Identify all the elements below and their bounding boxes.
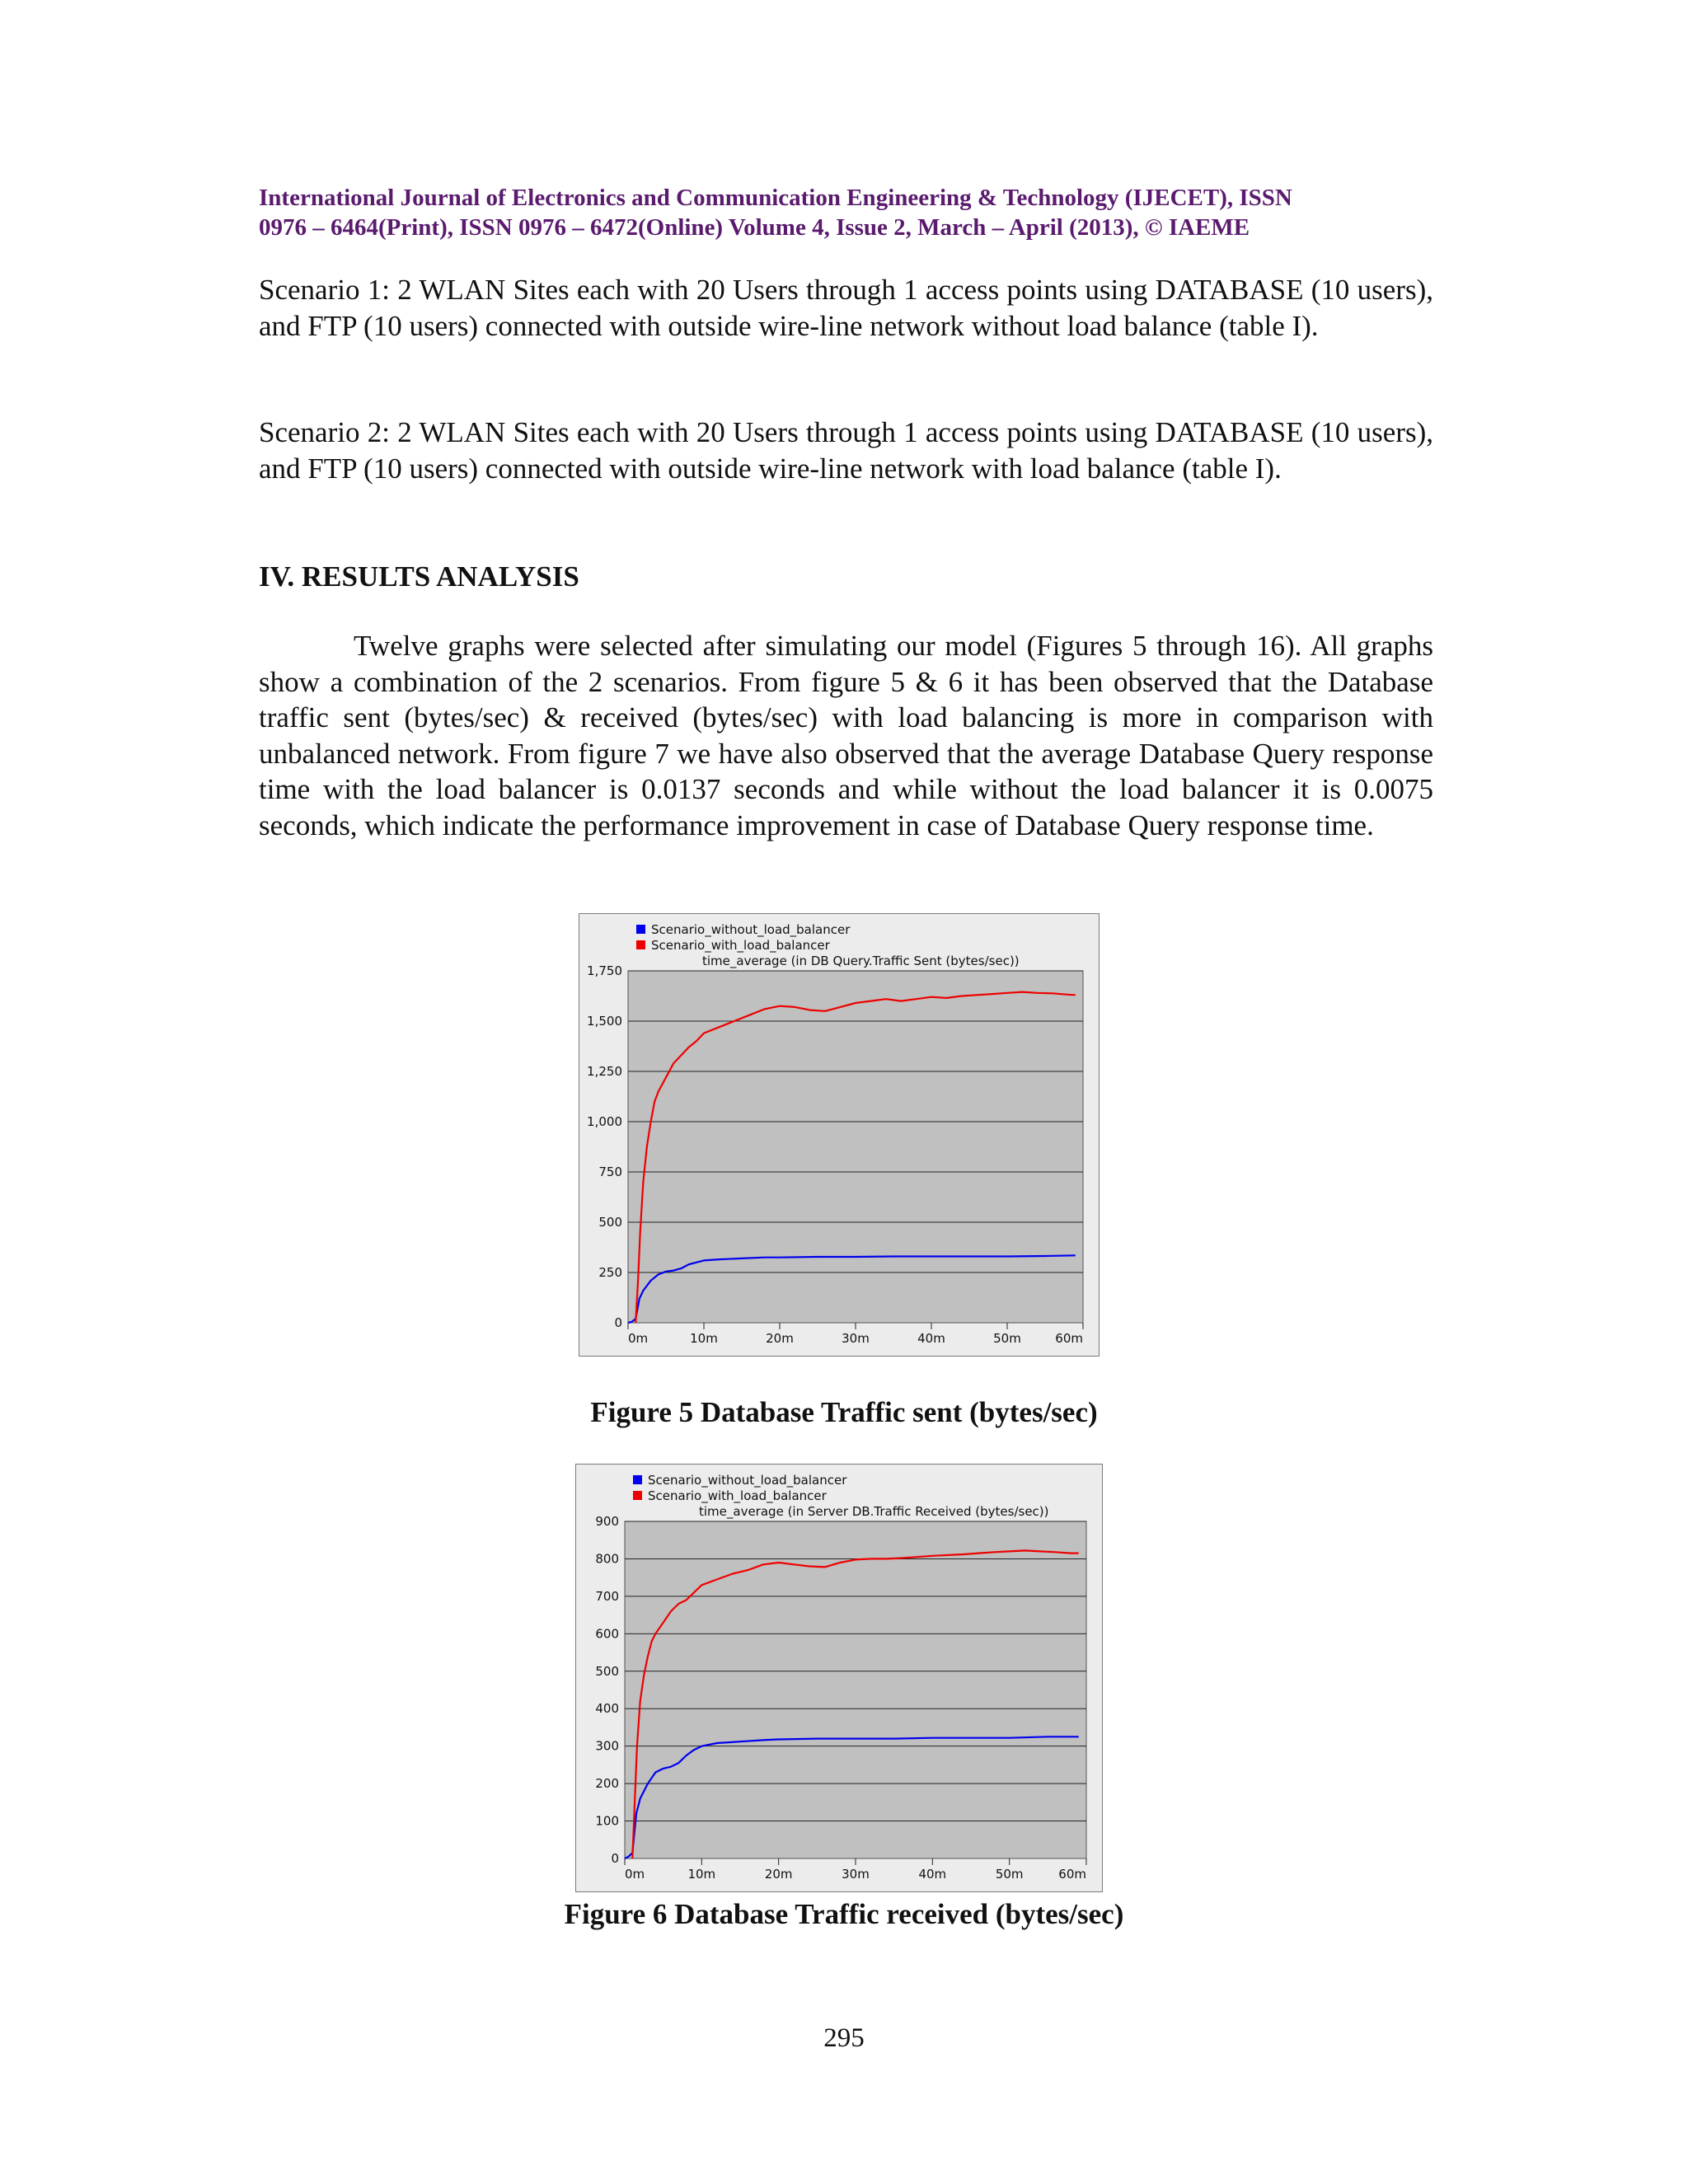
chart-1-y-tick-label: 400 xyxy=(595,1701,619,1717)
chart-1-y-tick-label: 800 xyxy=(595,1551,619,1567)
chart-1-y-tick-label: 300 xyxy=(595,1738,619,1754)
journal-header-line-2: 0976 – 6464(Print), ISSN 0976 – 6472(Online) Volume 4, Issue 2, March – April (2013), © IAEME xyxy=(259,214,1250,241)
results-paragraph: Twelve graphs were selected after simulating our model (Figures 5 through 16). All graphs show a combination of the 2 scenarios. From figure 5 & 6 it has been observed that the Database traffic sent (bytes/sec) & received (bytes/sec) with load balancing is more in comparison with unbalanced network. From figure 7 we have also observed that the average Database Query response time with the load balancer is 0.0137 seconds and while without the load balancer it is 0.0075 seconds, which indicate the performance improvement in case of Database Query response time. xyxy=(259,630,1433,841)
chart-1-x-tick-label: 20m xyxy=(764,1867,793,1882)
figure-6-caption: Figure 6 Database Traffic received (bytes/sec) xyxy=(564,1898,1124,1930)
chart-1-plot-area xyxy=(625,1521,1086,1858)
chart-1-x-tick-label: 30m xyxy=(842,1867,870,1882)
chart-0-title: time_average (in DB Query.Traffic Sent (bytes/sec)) xyxy=(702,954,1020,968)
chart-1-legend-swatch xyxy=(633,1491,642,1500)
chart-0-y-tick-label: 250 xyxy=(598,1265,622,1280)
chart-1-title: time_average (in Server DB.Traffic Received (bytes/sec)) xyxy=(699,1504,1049,1519)
chart-1-legend-label: Scenario_without_load_balancer xyxy=(648,1473,847,1488)
chart-0-y-tick-label: 1,750 xyxy=(587,963,622,978)
chart-0-y-tick-label: 1,500 xyxy=(587,1014,622,1029)
chart-1-x-tick-label: 50m xyxy=(995,1867,1024,1882)
chart-0-x-tick-label: 30m xyxy=(842,1331,870,1346)
chart-1-y-tick-label: 600 xyxy=(595,1626,619,1642)
scenario-1-paragraph: Scenario 1: 2 WLAN Sites each with 20 Users through 1 access points using DATABASE (10 users), and FTP (10 users) connected with outside wire-line network without load balance (table I). xyxy=(259,274,1433,342)
chart-1-x-tick-label: 10m xyxy=(687,1867,716,1882)
chart-0-y-tick-label: 500 xyxy=(598,1215,622,1230)
chart-0-x-tick-label: 0m xyxy=(628,1331,649,1346)
scenario-2-paragraph: Scenario 2: 2 WLAN Sites each with 20 Users through 1 access points using DATABASE (10 users), and FTP (10 users) connected with outside wire-line network with load balance (table I). xyxy=(259,416,1433,485)
figure-5-chart xyxy=(579,913,1100,1357)
chart-1-legend-label: Scenario_with_load_balancer xyxy=(648,1488,827,1503)
chart-0-legend-swatch xyxy=(636,940,645,949)
chart-0-x-tick-label: 50m xyxy=(993,1331,1021,1346)
chart-0-legend-swatch xyxy=(636,925,645,934)
chart-0-y-tick-label: 750 xyxy=(598,1165,622,1179)
chart-1-y-tick-label: 100 xyxy=(595,1813,619,1829)
chart-0-x-tick-label: 10m xyxy=(690,1331,718,1346)
chart-0-y-tick-label: 0 xyxy=(614,1315,622,1330)
chart-1-x-tick-label: 0m xyxy=(625,1867,645,1882)
chart-1-y-tick-label: 900 xyxy=(595,1514,619,1529)
chart-1-y-tick-label: 200 xyxy=(595,1776,619,1792)
journal-header xyxy=(259,183,1433,242)
chart-1-y-tick-label: 700 xyxy=(595,1588,619,1604)
chart-1-x-tick-label: 60m xyxy=(1058,1867,1086,1882)
chart-0-plot-area xyxy=(628,971,1083,1323)
page-number: 295 xyxy=(823,2023,865,2053)
figure-6 xyxy=(575,1464,1103,1892)
chart-1-y-tick-label: 0 xyxy=(611,1851,619,1866)
chart-0-legend-label: Scenario_without_load_balancer xyxy=(651,922,851,937)
figure-5 xyxy=(579,913,1100,1357)
chart-0-y-tick-label: 1,000 xyxy=(587,1114,622,1129)
figure-6-chart xyxy=(575,1464,1103,1892)
chart-0-y-tick-label: 1,250 xyxy=(587,1064,622,1079)
chart-0-x-tick-label: 60m xyxy=(1055,1331,1083,1346)
chart-1-x-tick-label: 40m xyxy=(918,1867,947,1882)
chart-0-x-tick-label: 40m xyxy=(917,1331,945,1346)
chart-0-x-tick-label: 20m xyxy=(766,1331,794,1346)
chart-1-y-tick-label: 500 xyxy=(595,1663,619,1679)
journal-header-line-1: International Journal of Electronics and Communication Engineering & Technology (IJECET), ISSN xyxy=(259,185,1292,211)
chart-0-legend-label: Scenario_with_load_balancer xyxy=(651,938,830,953)
section-heading: IV. RESULTS ANALYSIS xyxy=(259,560,579,593)
chart-1-legend-swatch xyxy=(633,1475,642,1484)
figure-5-caption: Figure 5 Database Traffic sent (bytes/sec) xyxy=(590,1396,1098,1428)
